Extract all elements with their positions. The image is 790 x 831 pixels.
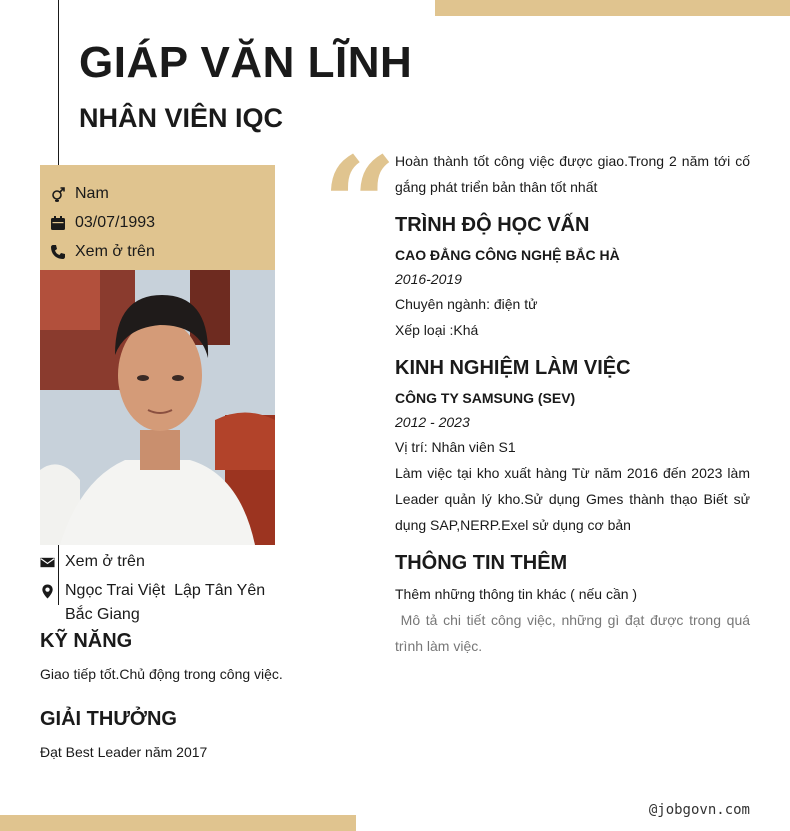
career-summary: Hoàn thành tốt công việc được giao.Trong 2 năm tới cố gắng phát triển bản thân tốt nhất [395,153,750,195]
skills-heading: KỸ NĂNG [40,630,133,652]
experience-description: Làm việc tại kho xuất hàng Từ năm 2016 đến 2023 làm Leader quản lý kho.Sử dụng Gmes thành thạo Biết sử dụng SAP,NERP.Exel sử dụng cơ bản [395,465,750,533]
awards-heading: GIẢI THƯỞNG [40,708,177,730]
contact-block [40,550,280,632]
footer-watermark: @jobgovn.com [648,802,750,818]
info-birthday-value: 03/07/1993 [75,213,156,231]
experience-heading: KINH NGHIỆM LÀM VIỆC [395,357,631,379]
job-title: NHÂN VIÊN IQC [79,103,284,133]
additional-section [395,552,754,659]
quote-icon: “ [322,128,397,281]
experience-company: CÔNG TY SAMSUNG (SEV) [395,390,576,406]
contact-address-line1: Ngọc Trai Việt Lập Tân Yên [65,582,266,599]
education-heading: TRÌNH ĐỘ HỌC VẤN [395,214,590,236]
contact-address-line2: Bắc Giang [65,606,140,623]
info-birthday [50,208,275,237]
experience-section [395,357,750,538]
experience-period: 2012 - 2023 [395,414,470,430]
education-section [395,214,750,343]
contact-email-value: Xem ở trên [65,553,145,570]
awards-section [40,708,290,762]
skills-section [40,630,290,684]
additional-heading: THÔNG TIN THÊM [395,552,568,574]
header-divider-line [58,0,59,165]
phone-icon [50,244,66,260]
info-gender-value: Nam [75,184,109,202]
skills-text: Giao tiếp tốt.Chủ động trong công việc. [40,666,283,682]
info-gender [50,179,275,208]
education-period: 2016-2019 [395,271,462,287]
education-major: Chuyên ngành: điện tử [395,296,538,312]
awards-text: Đạt Best Leader năm 2017 [40,744,208,760]
candidate-name: GIÁP VĂN LĨNH [79,38,413,87]
gender-icon [50,186,66,202]
contact-email [40,550,280,574]
personal-info-box [40,165,275,270]
experience-position: Vị trí: Nhân viên S1 [395,439,516,455]
main-content [395,148,754,659]
calendar-icon [50,215,66,231]
contact-address [40,579,280,627]
location-icon [40,579,55,603]
profile-photo [40,270,275,545]
email-icon [40,550,55,574]
education-school: CAO ĐẲNG CÔNG NGHỆ BẮC HÀ [395,247,620,263]
top-accent-bar [435,0,790,16]
info-phone-value: Xem ở trên [75,242,155,260]
additional-line1: Thêm những thông tin khác ( nếu cần ) [395,586,638,602]
additional-line2: Mô tả chi tiết công việc, những gì đạt được trong quá trình làm việc. [395,612,754,654]
bottom-accent-bar [0,815,356,831]
education-grade: Xếp loại :Khá [395,322,479,338]
info-phone [50,237,275,266]
